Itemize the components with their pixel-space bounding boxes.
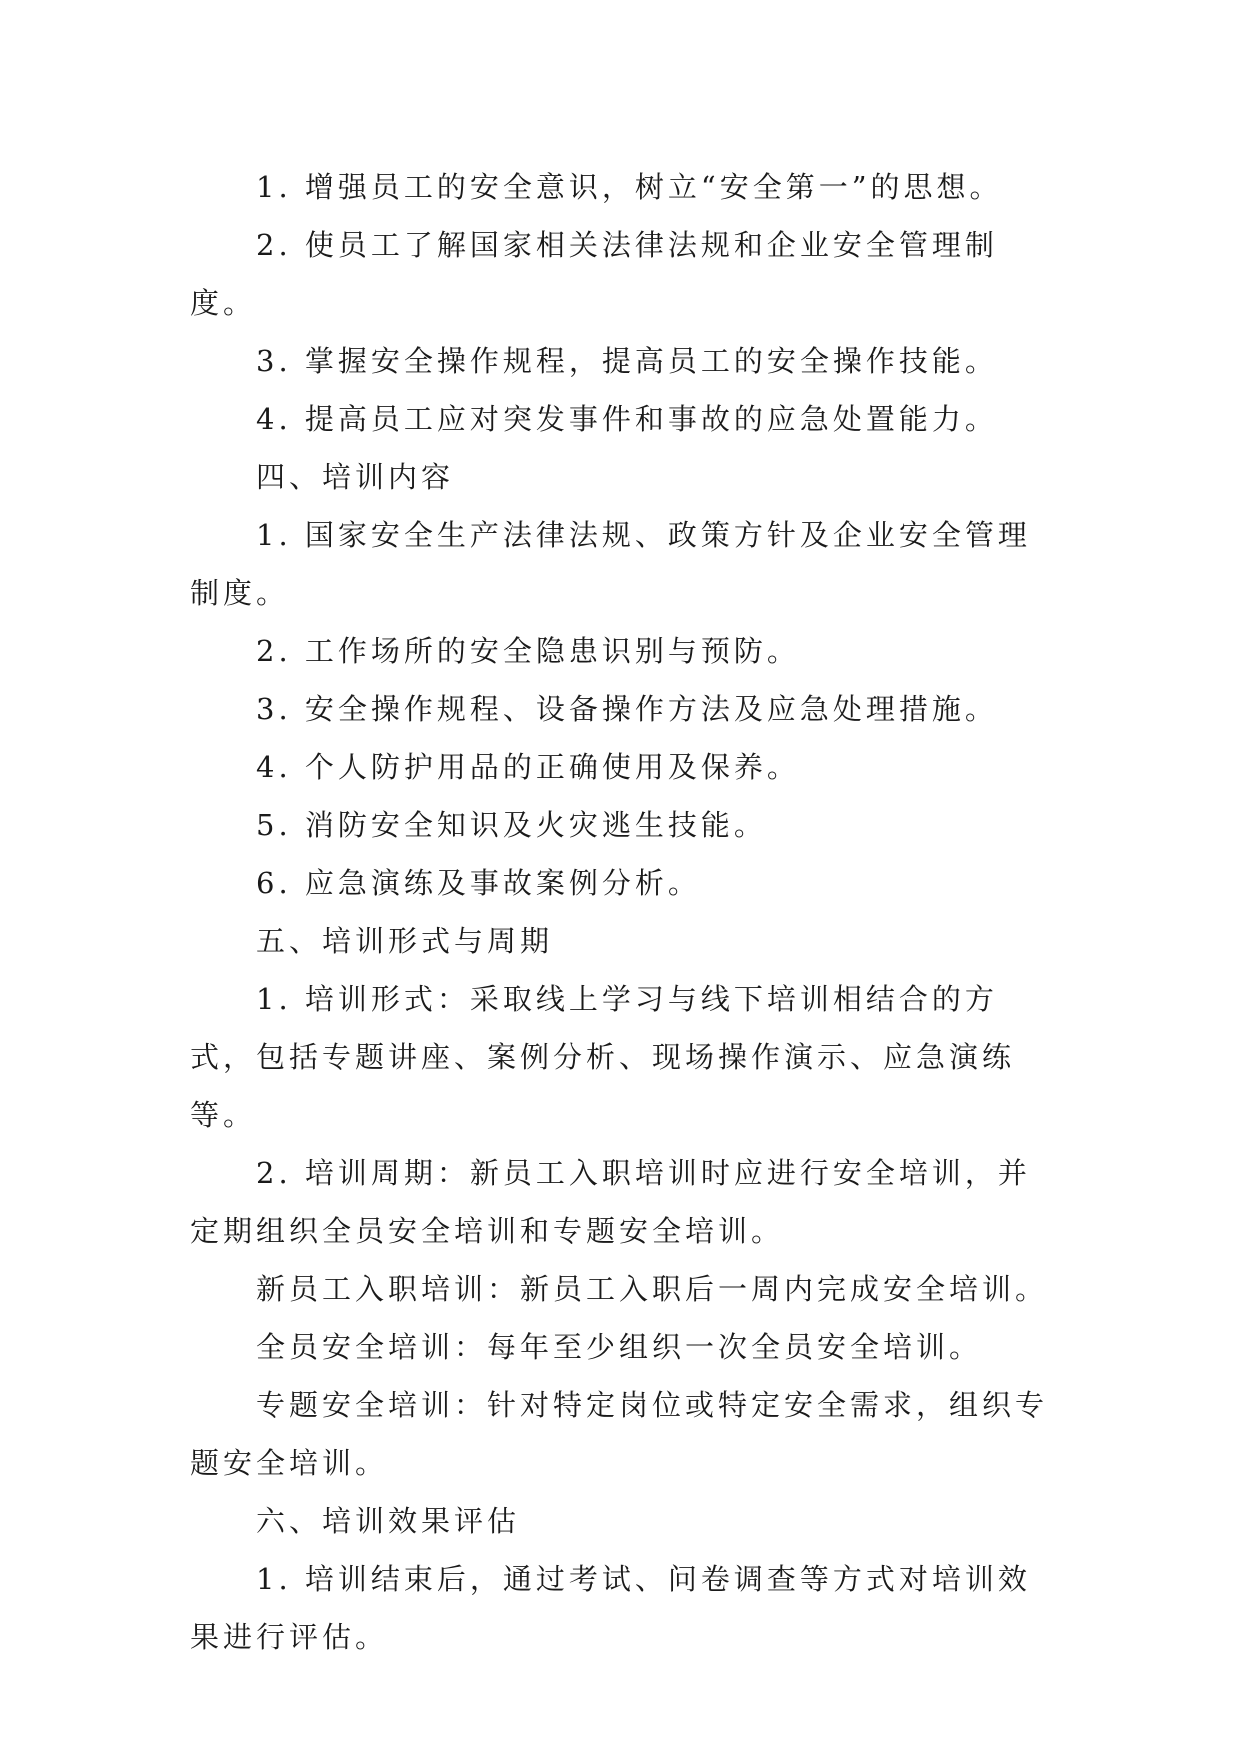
paragraph-content-1: 1. 国家安全生产法律法规、政策方针及企业安全管理制度。 [190, 518, 1031, 610]
paragraph-special-topic: 专题安全培训：针对特定岗位或特定安全需求，组织专题安全培训。 [190, 1388, 1049, 1480]
paragraph-all-staff: 全员安全培训：每年至少组织一次全员安全培训。 [256, 1330, 983, 1364]
paragraph-objective-4: 4. 提高员工应对突发事件和事故的应急处置能力。 [256, 402, 998, 436]
paragraph-new-employee: 新员工入职培训：新员工入职后一周内完成安全培训。 [256, 1272, 1049, 1306]
document-body [190, 158, 1060, 1666]
paragraph-evaluation-1: 1. 培训结束后，通过考试、问卷调查等方式对培训效果进行评估。 [190, 1562, 1031, 1654]
paragraph-content-2: 2. 工作场所的安全隐患识别与预防。 [256, 634, 800, 668]
paragraph-content-4: 4. 个人防护用品的正确使用及保养。 [256, 750, 800, 784]
paragraph-objective-2: 2. 使员工了解国家相关法律法规和企业安全管理制度。 [190, 228, 998, 320]
section-heading-evaluation: 六、培训效果评估 [256, 1504, 521, 1538]
paragraph-objective-1: 1. 增强员工的安全意识，树立“安全第一”的思想。 [256, 170, 1003, 204]
paragraph-form-2: 2. 培训周期：新员工入职培训时应进行安全培训，并定期组织全员安全培训和专题安全培训。 [190, 1156, 1031, 1248]
paragraph-content-5: 5. 消防安全知识及火灾逃生技能。 [256, 808, 767, 842]
section-heading-training-content: 四、培训内容 [256, 460, 455, 494]
paragraph-content-3: 3. 安全操作规程、设备操作方法及应急处理措施。 [256, 692, 998, 726]
paragraph-objective-3: 3. 掌握安全操作规程，提高员工的安全操作技能。 [256, 344, 998, 378]
paragraph-content-6: 6. 应急演练及事故案例分析。 [256, 866, 701, 900]
section-heading-training-form: 五、培训形式与周期 [256, 924, 554, 958]
paragraph-form-1: 1. 培训形式：采取线上学习与线下培训相结合的方式，包括专题讲座、案例分析、现场操作演示、应急演练等。 [190, 982, 1016, 1132]
